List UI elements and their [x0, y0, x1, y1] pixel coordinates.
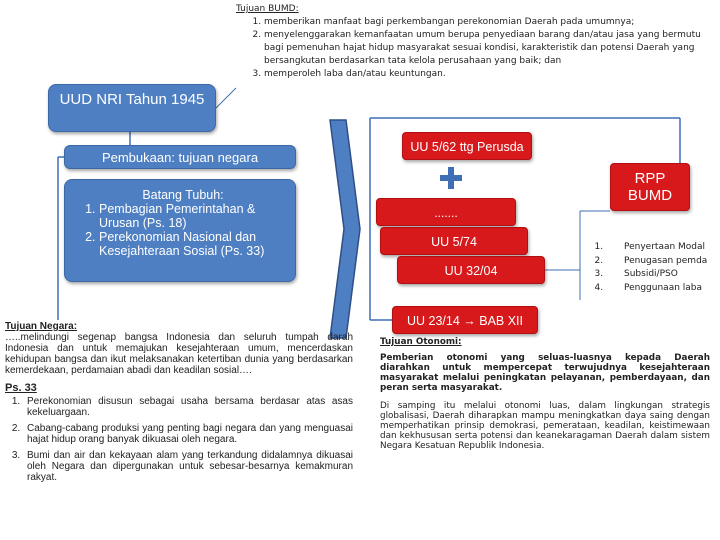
tujuan-negara-text: …..melindungi segenap bangsa Indonesia dan seluruh tumpah darah Indonesia dan untuk memajukan kesejahteraan umum, mencerdaskan kehidupan bangsa dan ikut melaksanakan ketertiban dunia yang berdasarkan kemerdekaan, perdamaian abadi dan keadilan sosial…. [5, 332, 353, 376]
tujuan-bumd-title: Tujuan BUMD: [236, 4, 299, 14]
flow-arrow-icon [328, 118, 362, 340]
batang-tubuh-box [64, 179, 296, 282]
ps-33-item: 3. Bumi dan air dan kekayaan alam yang terkandung didalamnya dikuasai oleh Negara dan dipergunakan untuk sebesar-besarnya kemakmuran rakyat. [23, 450, 353, 483]
tujuan-otonomi-paragraph: Di samping itu melalui otonomi luas, dalam lingkungan strategis globalisasi, Daerah diharapkan mampu meningkatkan daya saing dengan memperhatikan prinsip demokrasi, pemerataan, keadilan, keistimewaan dan kekhususan serta potensi dan keanekaragaman Daerah dalam sistem Negara Kesatuan Republik Indonesia. [380, 401, 710, 451]
uu-5-62-box: UU 5/62 ttg Perusda [402, 132, 532, 160]
ps-33-item: 2. Cabang-cabang produksi yang penting bagi negara dan yang menguasai hajat hidup orang banyak dikuasai oleh negara. [23, 423, 353, 445]
uu-32-04-box: UU 32/04 [397, 256, 545, 284]
tujuan-otonomi-title: Tujuan Otonomi: [380, 337, 462, 347]
tujuan-bumd-item: 3. memperoleh laba dan/atau keuntungan. [264, 68, 712, 81]
batang-tubuh-title: Batang Tubuh: [142, 188, 224, 202]
tujuan-negara-title: Tujuan Negara: [5, 321, 78, 332]
uu-5-74-box: UU 5/74 [380, 227, 528, 255]
rpp-bumd-box: RPP BUMD [610, 163, 690, 211]
tujuan-bumd-section [236, 3, 712, 81]
rpp-bumd-list [582, 241, 707, 295]
uud-nri-1945-box: UUD NRI Tahun 1945 [48, 84, 216, 132]
tujuan-otonomi-section [380, 337, 710, 451]
tujuan-bumd-item: 1. memberikan manfaat bagi perkembangan perekonomian Daerah pada umumnya; [264, 16, 712, 29]
tujuan-negara-section [5, 321, 353, 488]
rpp-list-item: 1. Penyertaan Modal [606, 241, 707, 255]
rpp-list-item: 4. Penggunaan laba [606, 282, 707, 296]
batang-tubuh-item: 2. Perekonomian Nasional dan Kesejahteraan Sosial (Ps. 33) [99, 230, 289, 258]
rpp-list-item: 3. Subsidi/PSO [606, 268, 707, 282]
batang-tubuh-item: 1. Pembagian Pemerintahan & Urusan (Ps. 18) [99, 202, 289, 230]
tujuan-bumd-item: 2. menyelenggarakan kemanfaatan umum berupa penyediaan barang dan/atau jasa yang bermutu bagi pemenuhan hajat hidup masyarakat sesuai kondisi, karakteristik dan potensi Daerah yang bersangkutan berdasarkan tata kelola perusahaan yang baik; dan [264, 29, 712, 68]
pembukaan-box: Pembukaan: tujuan negara [64, 145, 296, 169]
ps-33-title: Ps. 33 [5, 382, 37, 394]
uu-23-14-box: UU 23/14 → BAB XII [392, 306, 538, 334]
tujuan-otonomi-paragraph: Pemberian otonomi yang seluas-luasnya kepada Daerah diarahkan untuk mempercepat terwujudnya kesejahteraan masyarakat melalui peningkatan pelayanan, pemberdayaan, dan peran serta masyarakat. [380, 353, 710, 393]
ps-33-item: 1. Perekonomian disusun sebagai usaha bersama berdasar atas asas kekeluargaan. [23, 396, 353, 418]
ellipsis-box: ....... [376, 198, 516, 226]
rpp-list-item: 2. Penugasan pemda [606, 255, 707, 269]
plus-icon [440, 167, 462, 189]
